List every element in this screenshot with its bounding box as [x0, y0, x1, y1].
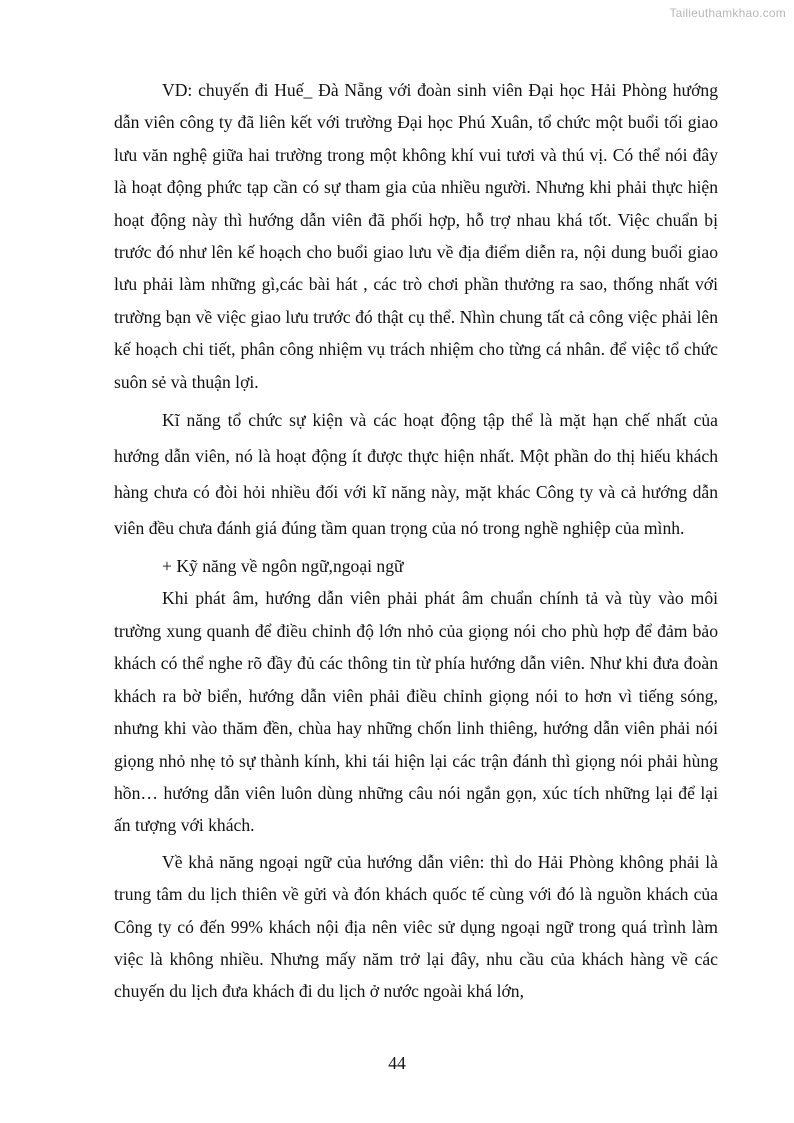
paragraph-example-trip: VD: chuyến đi Huế_ Đà Nẵng với đoàn sinh viên Đại học Hải Phòng hướng dẫn viên công ty đã liên kết với trường Đại học Phú Xuân, tổ chức một buổi tối giao lưu văn nghệ giữa hai trường trong một không khí vui tươi và thú vị. Có thể nói đây là hoạt động phức tạp cần có sự tham gia của nhiều người. Nhưng khi phải thực hiện hoạt động này thì hướng dẫn viên đã phối hợp, hỗ trợ nhau khá tốt. Việc chuẩn bị trước đó như lên kế hoạch cho buổi giao lưu về địa điểm diễn ra, nội dung buổi giao lưu phải làm những gì,các bài hát , các trò chơi phần thưởng ra sao, thống nhất với trường bạn về việc giao lưu trước đó thật cụ thể. Nhìn chung tất cả công việc phải lên kế hoạch chi tiết, phân công nhiệm vụ trách nhiệm cho từng cá nhân. để việc tổ chức suôn sẻ và thuận lợi. — [114, 80, 718, 392]
paragraph-event-skills: Kĩ năng tổ chức sự kiện và các hoạt động tập thể là mặt hạn chế nhất của hướng dẫn viên, nó là hoạt động ít được thực hiện nhất. Một phần do thị hiếu khách hàng chưa có đòi hỏi nhiều đối với kĩ năng này, mặt khác Công ty và cả hướng dẫn viên đều chưa đánh giá đúng tầm quan trọng của nó trong nghề nghiệp của mình. — [114, 410, 718, 539]
paragraph-foreign-language: Về khả năng ngoại ngữ của hướng dẫn viên: thì do Hải Phòng không phải là trung tâm du lịch thiên về gửi và đón khách quốc tế cùng với đó là nguồn khách của Công ty có đến 99% khách nội địa nên viêc sử dụng ngoại ngữ trong quá trình làm việc là không nhiều. Nhưng mấy năm trở lại đây, nhu cầu của khách hàng về các chuyến du lịch đưa khách đi du lịch ở nước ngoài khá lớn, — [114, 851, 718, 1002]
section-heading-language-skills: + Kỹ năng về ngôn ngữ,ngoại ngữ — [162, 556, 404, 577]
document-body — [114, 74, 718, 1008]
page-number: 44 — [388, 1053, 406, 1073]
paragraph-pronunciation: Khi phát âm, hướng dẫn viên phải phát âm chuẩn chính tả và tùy vào môi trường xung quanh để điều chỉnh độ lớn nhỏ của giọng nói cho phù hợp để đảm bảo khách có thể nghe rõ đầy đủ các thông tin từ phía hướng dẫn viên. Như khi đưa đoàn khách ra bờ biển, hướng dẫn viên phải điều chỉnh giọng nói to hơn vì tiếng sóng, nhưng khi vào thăm đền, chùa hay những chốn linh thiêng, hướng dẫn viên phải nói giọng nhỏ nhẹ tỏ sự thành kính, khi tái hiện lại các trận đánh thì giọng nói phải hùng hồn… hướng dẫn viên luôn dùng những câu nói ngắn gọn, xúc tích những lại để lại ấn tượng với khách. — [114, 588, 718, 836]
watermark: Tailieuthamkhao.com — [669, 6, 786, 20]
